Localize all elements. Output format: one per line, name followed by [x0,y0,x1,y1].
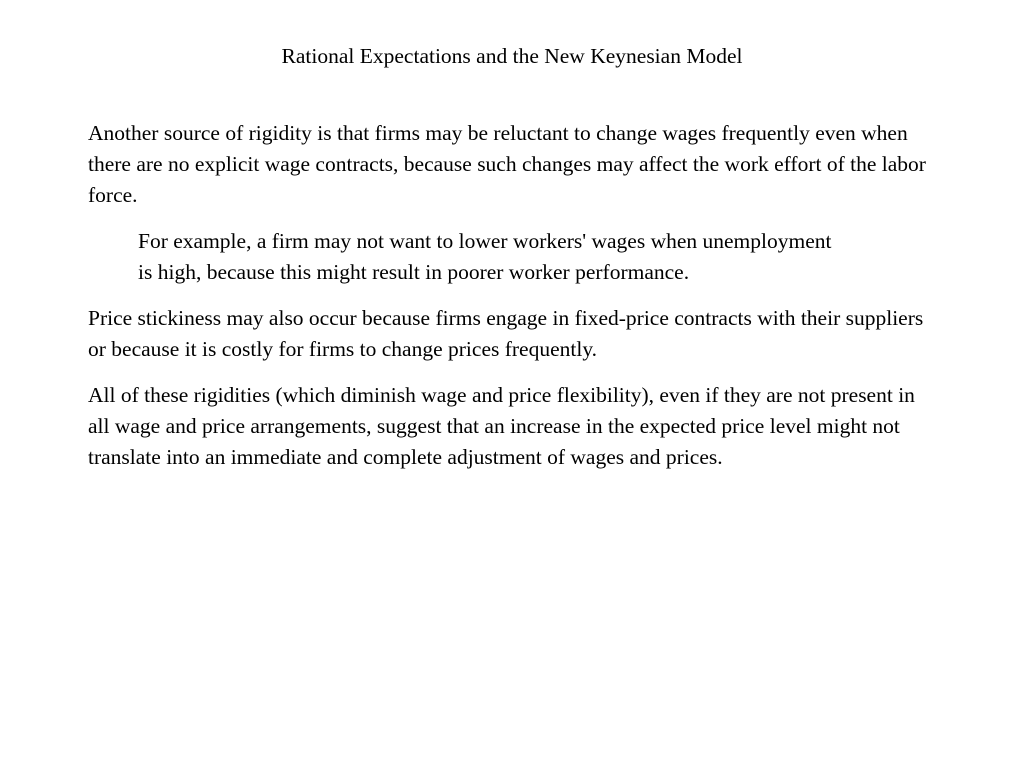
paragraph-conclusion: All of these rigidities (which diminish wage and price flexibility), even if they are not present in all wage and price arrangements, suggest that an increase in the expected price level might not translate into an immediate and complete adjustment of wages and prices. [88,383,915,469]
slide-body [88,118,938,488]
slide-title: Rational Expectations and the New Keynesian Model [281,44,743,68]
paragraph-price-stickiness: Price stickiness may also occur because firms engage in fixed-price contracts with their suppliers or because it is costly for firms to change prices frequently. [88,306,924,361]
paragraph-example: For example, a firm may not want to lower workers' wages when unemployment is high, because this might result in poorer worker performance. [138,229,832,284]
paragraph-wage-rigidity: Another source of rigidity is that firms may be reluctant to change wages frequently even when there are no explicit wage contracts, because such changes may affect the work effort of the labor force. [88,121,926,207]
